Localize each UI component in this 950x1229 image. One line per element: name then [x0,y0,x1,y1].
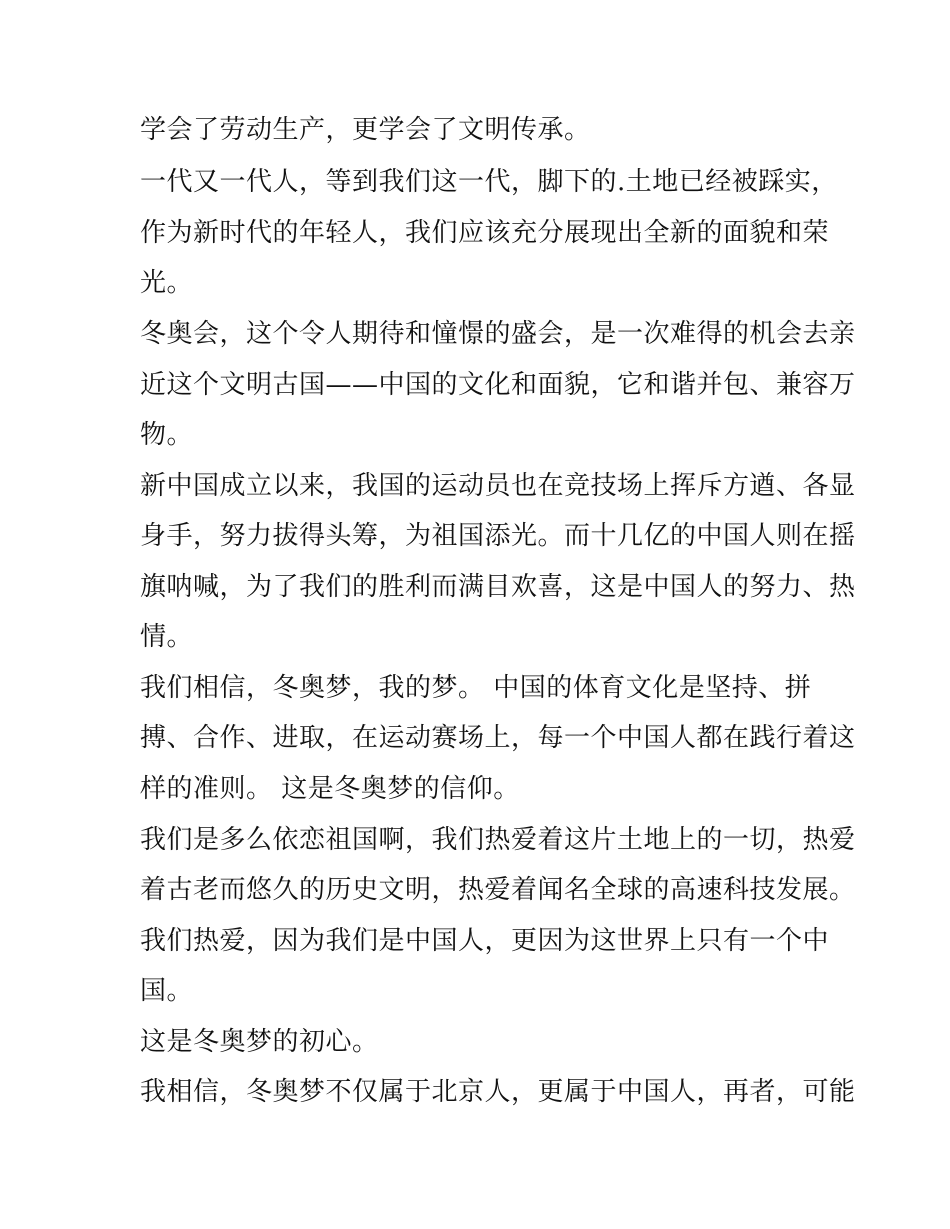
text-line: 一代又一代人，等到我们这一代，脚下的.土地已经被踩实， [140,167,838,197]
text-line: 作为新时代的年轻人，我们应该充分展现出全新的面貌和荣 [140,218,830,248]
text-line: 情。 [140,622,194,652]
text-line: 样的准则。 这是冬奥梦的信仰。 [140,774,520,804]
text-line: 我们是多么依恋祖国啊，我们热爱着这片土地上的一切，热爱 [140,825,856,855]
text-line: 我相信，冬奥梦不仅属于北京人，更属于中国人，再者，可能 [140,1077,856,1107]
text-line: 冬奥会，这个令人期待和憧憬的盛会，是一次难得的机会去亲 [140,319,856,349]
text-line: 我们热爱，因为我们是中国人，更因为这世界上只有一个中 [140,926,830,956]
text-line: 光。 [140,268,194,298]
text-line: 学会了劳动生产，更学会了文明传承。 [140,115,591,145]
text-line: 旗呐喊，为了我们的胜利而满目欢喜，这是中国人的努力、热 [140,572,856,602]
text-line: 物。 [140,420,194,450]
text-line: 搏、合作、进取，在运动赛场上，每一个中国人都在践行着这 [140,723,856,753]
text-line: 近这个文明古国——中国的文化和面貌，它和谐并包、兼容万 [140,370,856,400]
text-line: 身手，努力拔得头筹，为祖国添光。而十几亿的中国人则在摇 [140,521,856,551]
text-line: 国。 [140,976,194,1006]
text-line: 新中国成立以来，我国的运动员也在竞技场上挥斥方遒、各显 [140,471,856,501]
text-line: 着古老而悠久的历史文明，热爱着闻名全球的高速科技发展。 [140,875,856,905]
text-line: 我们相信，冬奥梦，我的梦。 中国的体育文化是坚持、拼 [140,673,812,703]
text-line: 这是冬奥梦的初心。 [140,1027,379,1057]
